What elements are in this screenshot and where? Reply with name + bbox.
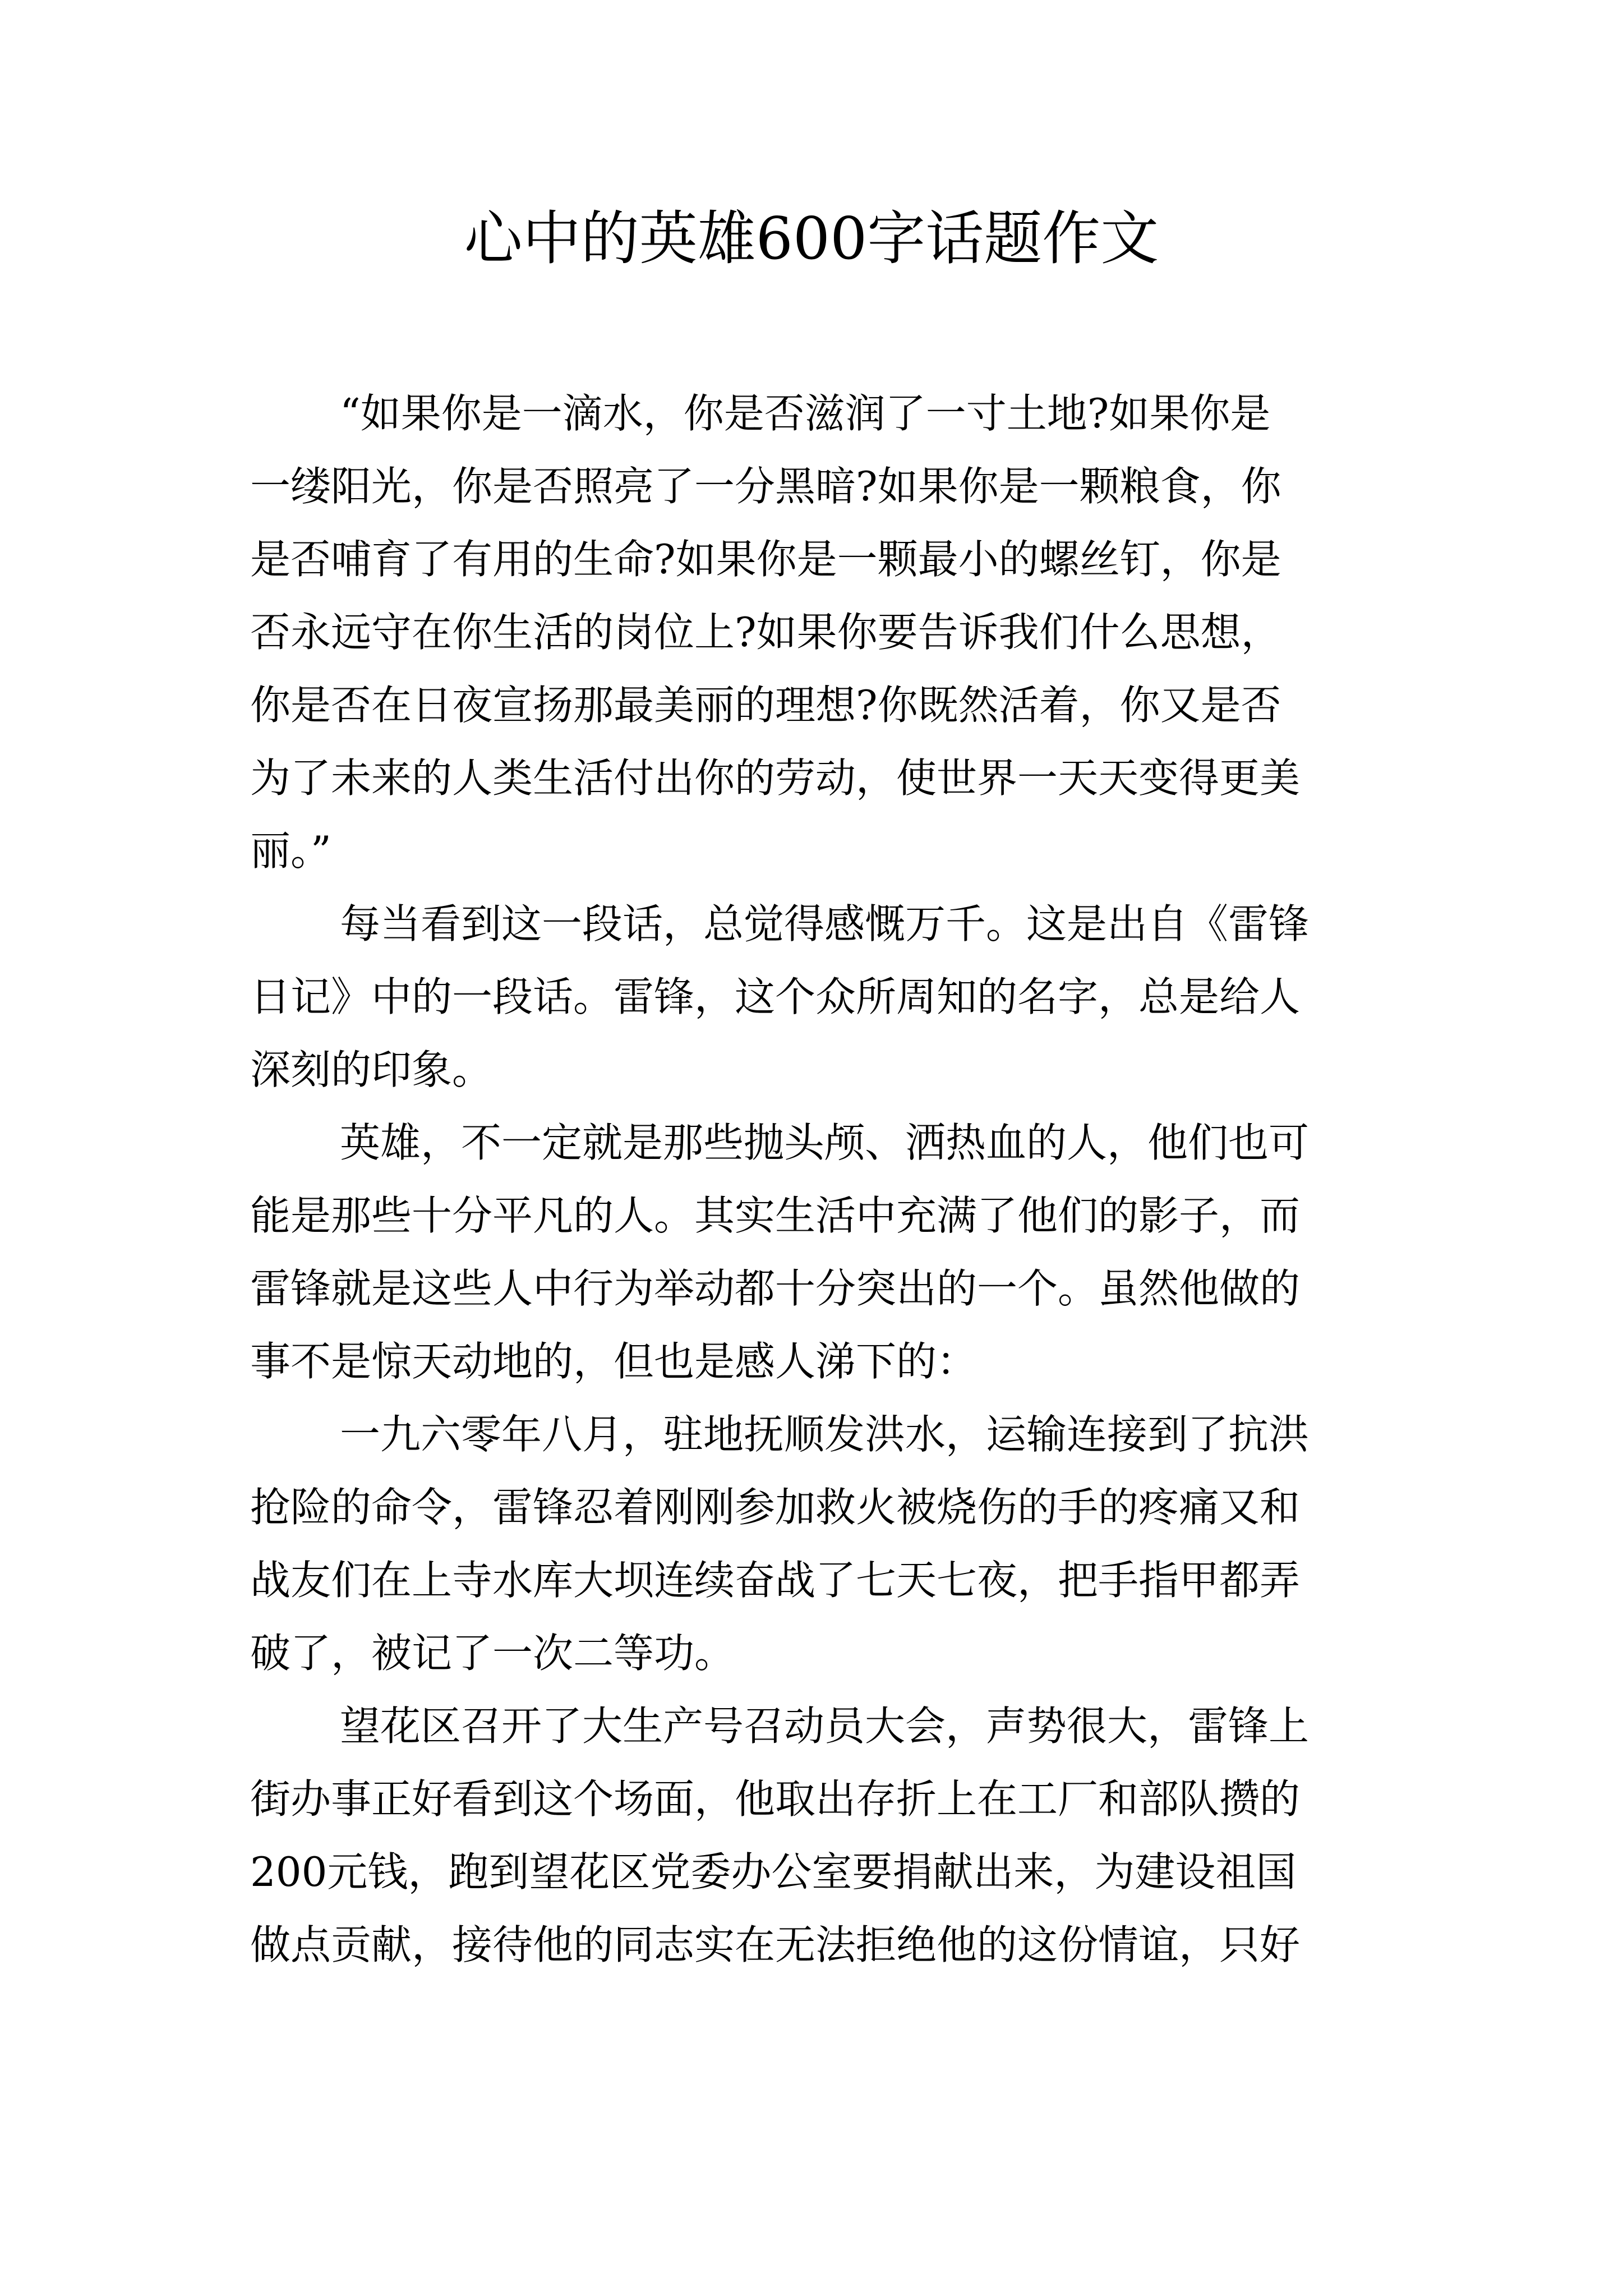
text-line: 事不是惊天动地的，但也是感人涕下的： (250, 1338, 978, 1385)
text-line: 能是那些十分平凡的人。其实生活中充满了他们的影子，而 (250, 1192, 1301, 1239)
text-line: 做点贡献，接待他的同志实在无法拒绝他的这份情谊，只好 (250, 1921, 1301, 1968)
text-line: 日记》中的一段话。雷锋，这个众所周知的名字，总是给人 (250, 973, 1301, 1020)
document-title: 心中的英雄600字话题作文 (464, 204, 1159, 273)
text-line: 你是否在日夜宣扬那最美丽的理想?你既然活着，你又是否 (250, 682, 1281, 729)
document-body (250, 377, 1383, 1981)
text-line: 一九六零年八月，驻地抚顺发洪水，运输连接到了抗洪 (340, 1411, 1310, 1458)
paragraph-4 (250, 1398, 1383, 1690)
paragraph-2 (250, 887, 1383, 1106)
text-line: 为了未来的人类生活付出你的劳动，使世界一天天变得更美 (250, 754, 1301, 802)
text-line: 街办事正好看到这个场面，他取出存折上在工厂和部队攒的 (250, 1775, 1301, 1823)
text-line: 英雄，不一定就是那些抛头颅、洒热血的人，他们也可 (340, 1119, 1310, 1166)
text-line: 抢险的命令，雷锋忍着刚刚参加救火被烧伤的手的疼痛又和 (250, 1484, 1301, 1531)
text-line: 望花区召开了大生产号召动员大会，声势很大，雷锋上 (340, 1703, 1310, 1750)
text-line: 战友们在上寺水库大坝连续奋战了七天七夜，把手指甲都弄 (250, 1557, 1301, 1604)
text-line: 破了，被记了一次二等功。 (250, 1630, 735, 1677)
paragraph-1 (250, 377, 1383, 887)
text-line: 深刻的印象。 (250, 1046, 493, 1093)
text-line: 雷锋就是这些人中行为举动都十分突出的一个。虽然他做的 (250, 1265, 1301, 1312)
paragraph-3 (250, 1106, 1383, 1398)
text-line: 是否哺育了有用的生命?如果你是一颗最小的螺丝钉，你是 (250, 536, 1281, 583)
text-line: 否永远守在你生活的岗位上?如果你要告诉我们什么思想， (250, 609, 1281, 656)
text-line: 200元钱，跑到望花区党委办公室要捐献出来，为建设祖国 (250, 1848, 1297, 1895)
text-line: 一缕阳光，你是否照亮了一分黑暗?如果你是一颗粮食，你 (250, 463, 1281, 510)
paragraph-5 (250, 1690, 1383, 1981)
text-line: 丽。” (250, 827, 331, 875)
text-line: “如果你是一滴水，你是否滋润了一寸土地?如果你是 (340, 390, 1271, 437)
text-line: 每当看到这一段话，总觉得感慨万千。这是出自《雷锋 (340, 900, 1310, 947)
